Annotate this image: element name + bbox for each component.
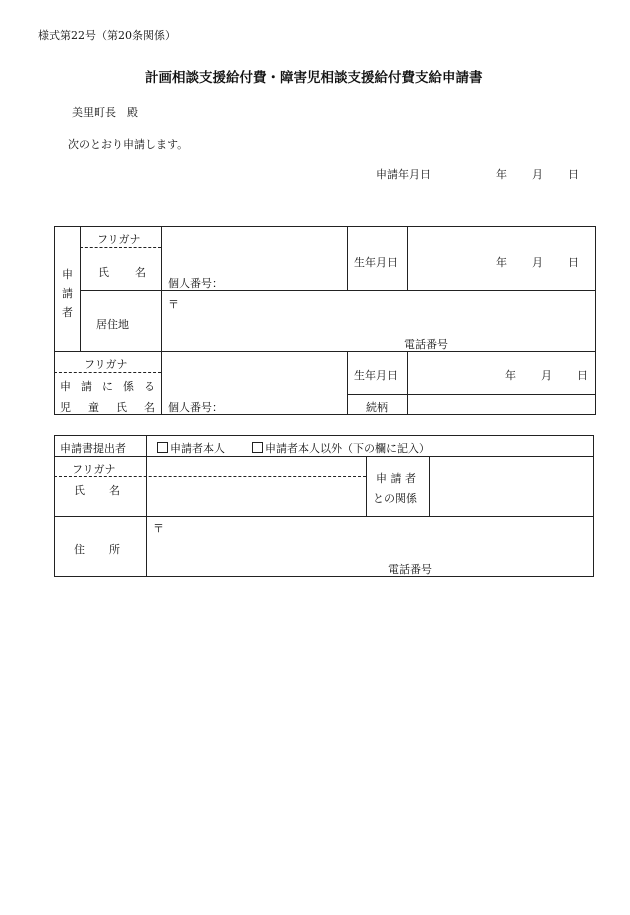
child-birth-year: 年 (505, 369, 516, 382)
applicant-name-label: 氏 名 (98, 266, 146, 279)
option-other-than-applicant[interactable]: 申請者本人以外（下の欄に記入） (252, 440, 430, 456)
child-furigana-label: フリガナ (84, 358, 128, 371)
applicant-side-label-2: 請 (62, 287, 73, 300)
relation-label-line1: 申 請 者 (376, 472, 416, 485)
applicant-personal-number-label: 個人番号： (168, 277, 223, 290)
date-day-label: 日 (568, 168, 579, 181)
child-birth-day: 日 (577, 369, 588, 382)
child-label-line1: 申 請 に 係 る (60, 380, 155, 393)
child-personal-number-label: 個人番号： (168, 401, 223, 414)
applicant-address-label: 居住地 (96, 318, 129, 331)
page-title: 計画相談支援給付費・障害児相談支援給付費支給申請書 (145, 70, 483, 86)
addressee: 美里町長 殿 (72, 106, 138, 119)
submitter-name-label: 氏 名 (74, 484, 120, 497)
applicant-birth-year: 年 (496, 256, 507, 269)
relation-label-line2: との関係 (373, 492, 417, 505)
submitter-label: 申請書提出者 (60, 442, 126, 455)
submitter-furigana-label: フリガナ (72, 463, 116, 476)
date-year-label: 年 (496, 168, 507, 181)
child-birth-month: 月 (541, 369, 552, 382)
intro-text: 次のとおり申請します。 (68, 138, 189, 151)
checkbox-other[interactable] (252, 442, 263, 453)
submitter-address-label: 住 所 (74, 543, 120, 556)
applicant-side-label-3: 者 (62, 306, 73, 319)
submitter-phone-label: 電話番号 (388, 563, 432, 576)
child-label-line2: 児 童 氏 名 (60, 401, 155, 414)
applicant-postal-mark: 〒 (168, 298, 179, 311)
applicant-phone-label: 電話番号 (404, 338, 448, 351)
application-date-label: 申請年月日 (376, 168, 431, 181)
applicant-birthdate-label: 生年月日 (354, 256, 398, 269)
option-applicant-self[interactable]: 申請者本人 (157, 440, 225, 456)
child-birthdate-label: 生年月日 (354, 369, 398, 382)
date-month-label: 月 (532, 168, 543, 181)
applicant-birth-month: 月 (532, 256, 543, 269)
form-number: 様式第22号（第20条関係） (38, 29, 176, 42)
applicant-side-label-1: 申 (62, 268, 73, 281)
checkbox-self[interactable] (157, 442, 168, 453)
relationship-label: 続柄 (366, 401, 388, 414)
applicant-birth-day: 日 (568, 256, 579, 269)
applicant-furigana-label: フリガナ (97, 233, 141, 246)
submitter-postal-mark: 〒 (153, 522, 164, 535)
